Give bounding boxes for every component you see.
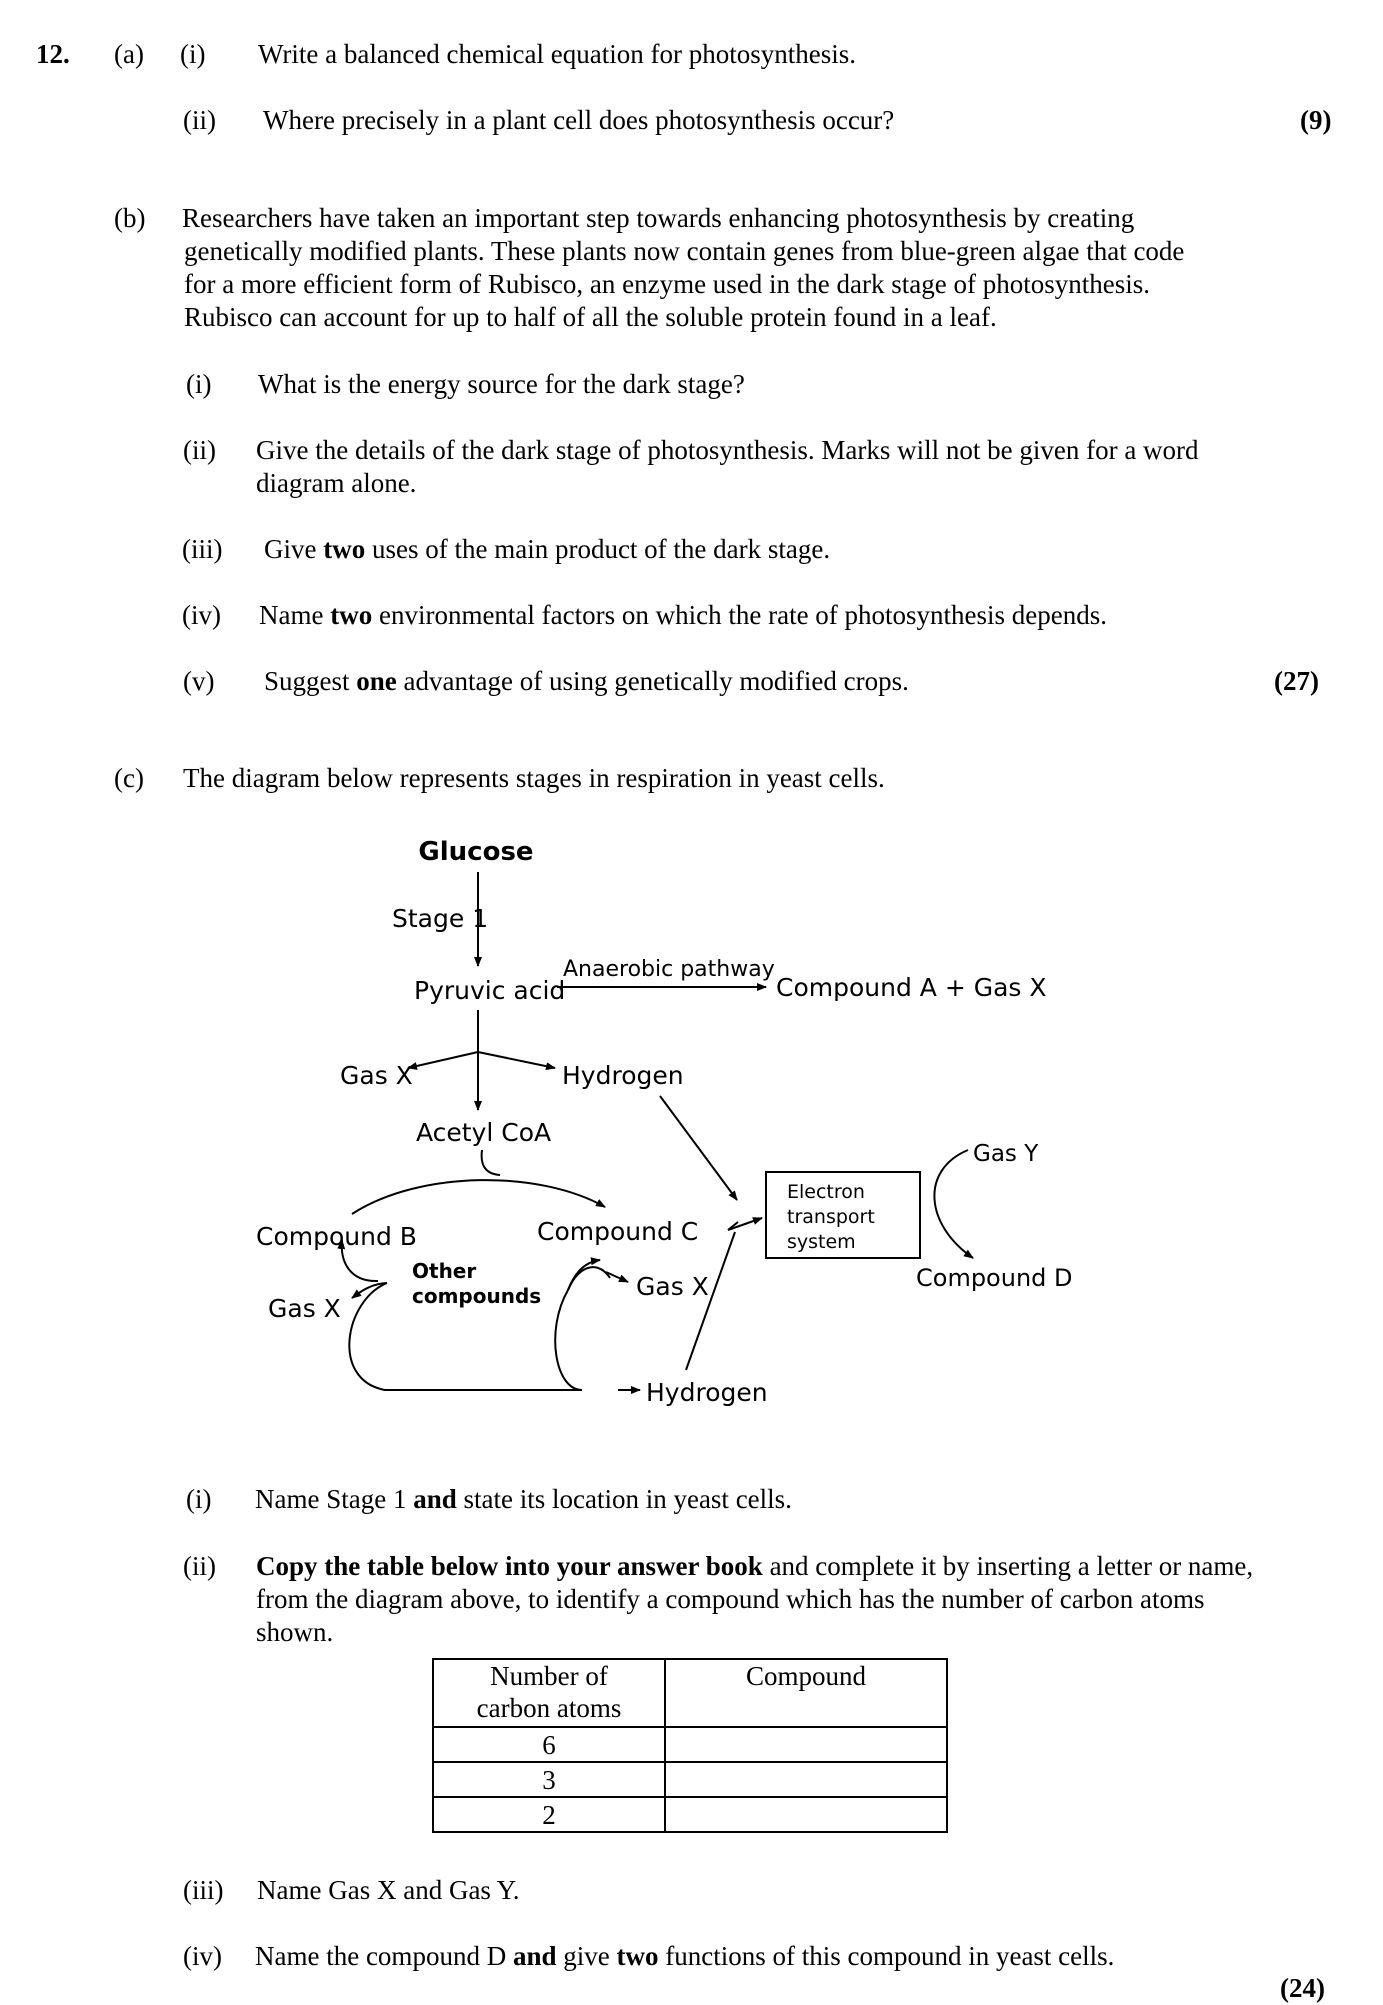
part-b-ii-line-1: Give the details of the dark stage of photosynthesis. Marks will not be given for a word — [256, 435, 1199, 465]
table-cell-compound — [665, 1797, 947, 1832]
part-a-label: (a) — [114, 39, 144, 69]
part-b-i-label: (i) — [186, 369, 212, 399]
other-compounds-label-2: compounds — [412, 1284, 542, 1308]
part-b-iii-label: (iii) — [182, 534, 223, 564]
question-number: 12. — [36, 39, 70, 69]
table-header-carbon: Number of carbon atoms — [433, 1659, 665, 1727]
part-b-v-label: (v) — [183, 666, 215, 696]
cycle-top-arc — [352, 1180, 605, 1214]
table-cell-carbon: 6 — [433, 1727, 665, 1762]
hydrogen-to-ets-arrow — [660, 1096, 737, 1200]
part-c-ii-line-2: from the diagram above, to identify a compound which has the number of carbon atoms — [256, 1584, 1205, 1614]
gas-y-curve — [934, 1150, 973, 1258]
part-c-iii-label: (iii) — [183, 1875, 224, 1905]
part-c-iv-text: Name the compound D and give two functions of this compound in yeast cells. — [255, 1941, 1115, 1971]
table-header-row — [433, 1659, 947, 1727]
part-b-ii-label: (ii) — [183, 435, 216, 465]
hydrogen-bottom-line — [686, 1232, 735, 1370]
ets-label-3: system — [787, 1231, 856, 1253]
part-c-marks: (24) — [1280, 1973, 1325, 2003]
part-c-iii-text: Name Gas X and Gas Y. — [257, 1875, 520, 1905]
part-b-iii-text: Give two uses of the main product of the dark stage. — [264, 534, 831, 564]
part-b-ii-line-2: diagram alone. — [256, 468, 417, 498]
part-c-intro: The diagram below represents stages in respiration in yeast cells. — [183, 763, 885, 793]
table-cell-compound — [665, 1762, 947, 1797]
anaerobic-label: Anaerobic pathway — [563, 957, 775, 982]
gas-x-arrow-1 — [408, 1052, 478, 1068]
table-cell-carbon: 2 — [433, 1797, 665, 1832]
compound-d-label: Compound D — [916, 1264, 1073, 1292]
gas-y-label: Gas Y — [973, 1141, 1039, 1167]
stage1-label: Stage 1 — [392, 904, 489, 933]
part-a-i-label: (i) — [180, 39, 206, 69]
table-cell-carbon: 3 — [433, 1762, 665, 1797]
ets-label-2: transport — [787, 1206, 875, 1228]
part-a-ii-text: Where precisely in a plant cell does photosynthesis occur? — [263, 105, 895, 135]
part-c-ii-label: (ii) — [183, 1551, 216, 1581]
hydrogen-arrow-1 — [478, 1052, 555, 1068]
part-a-marks: (9) — [1300, 105, 1332, 135]
part-b-intro-line-4: Rubisco can account for up to half of all the soluble protein found in a leaf. — [184, 302, 997, 332]
part-a-ii-label: (ii) — [183, 105, 216, 135]
gas-x-label-1: Gas X — [340, 1061, 413, 1090]
part-c-iv-label: (iv) — [183, 1941, 222, 1971]
part-a-i-text: Write a balanced chemical equation for photosynthesis. — [258, 39, 856, 69]
table-header-compound: Compound — [665, 1659, 947, 1727]
gas-x-label-2: Gas X — [268, 1294, 341, 1323]
glucose-label: Glucose — [418, 837, 534, 867]
hydrogen-label-2: Hydrogen — [646, 1378, 768, 1407]
gas-x-label-3: Gas X — [636, 1272, 709, 1301]
part-b-iv-label: (iv) — [182, 600, 221, 630]
part-c-ii-line-1: Copy the table below into your answer book and complete it by inserting a letter or name, — [256, 1551, 1254, 1581]
compound-a-gas-x-label: Compound A + Gas X — [776, 973, 1047, 1002]
part-b-label: (b) — [114, 203, 146, 233]
compound-c-up-curve — [568, 1260, 600, 1290]
acetyl-entry-curve — [482, 1150, 500, 1175]
compound-b-label: Compound B — [256, 1222, 417, 1251]
part-c-ii-line-3: shown. — [256, 1617, 334, 1647]
part-b-iv-text: Name two environmental factors on which the rate of photosynthesis depends. — [259, 600, 1108, 630]
table-cell-compound — [665, 1727, 947, 1762]
compound-c-label: Compound C — [537, 1217, 699, 1246]
carbon-atoms-table — [432, 1658, 948, 1833]
part-b-intro-line-2: genetically modified plants. These plants now contain genes from blue-green algae that code — [184, 236, 1185, 266]
part-b-intro-line-3: for a more efficient form of Rubisco, an enzyme used in the dark stage of photosynthesis. — [184, 269, 1150, 299]
table-row — [433, 1727, 947, 1762]
part-c-label: (c) — [114, 763, 144, 793]
table-row — [433, 1797, 947, 1832]
ets-label-1: Electron — [787, 1181, 865, 1203]
acetyl-coa-label: Acetyl CoA — [416, 1118, 552, 1147]
part-c-i-text: Name Stage 1 and state its location in yeast cells. — [255, 1484, 792, 1514]
part-b-intro-line-1: Researchers have taken an important step towards enhancing photosynthesis by creating — [182, 203, 1135, 233]
pyruvic-acid-label: Pyruvic acid — [414, 976, 566, 1005]
part-b-marks: (27) — [1274, 666, 1319, 696]
hydrogen-label-1: Hydrogen — [562, 1061, 684, 1090]
table-row — [433, 1762, 947, 1797]
part-c-i-label: (i) — [186, 1484, 212, 1514]
part-b-v-text: Suggest one advantage of using genetically modified crops. — [264, 666, 909, 696]
compound-c-to-ets-arrow-2 — [728, 1218, 762, 1230]
other-compounds-label-1: Other — [412, 1259, 477, 1283]
part-b-i-text: What is the energy source for the dark stage? — [258, 369, 745, 399]
